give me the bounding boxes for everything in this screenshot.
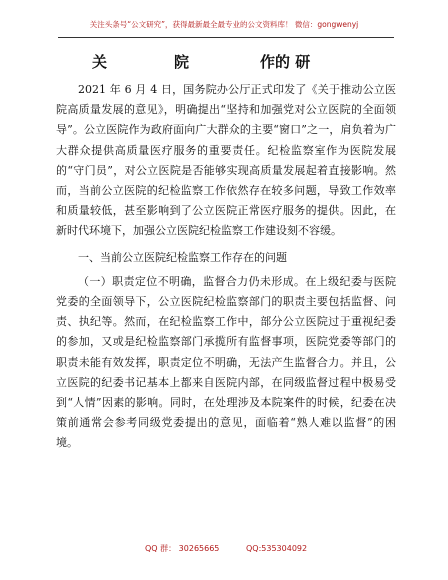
intro-paragraph: 2021 年 6 月 4 日，国务院办公厅正式印发了《关于推动公立医院高质量发展的意见》，明确提出“坚持和加强党对公立医院的全面领导”。公立医院作为政府面向广大群众的主要“窗口”之一，肩负着为广大群众提供高质量医疗服务的重要责任。纪检监察室作为医院发展的“守门员”，对公立医院是否能够实现高质量发展起着直接影响。然而，当前公立医院的纪检监察工作依然存在较多问题，导致工作效率和质量较低，甚至影响到了公立医院正常医疗服务的提供。因此，在新时代环境下，加强公立医院纪检监察工作建设刻不容缓。 <box>56 83 396 238</box>
title-part-1: 关 <box>92 53 108 71</box>
subsection-paragraph: （一）职责定位不明确，监督合力仍未形成。在上级纪委与医院党委的全面领导下，公立医院纪检监察部门的职责主要包括监督、问责、执纪等。然而，在纪检监察工作中，部分公立医院过于重视纪委的参加，又或是纪检监察部门承揽所有监督事项，医院党委等部门的职责未能有效发挥，职责定位不明确，无法产生监督合力。并且，公立医院的纪委书记基本上都来自医院内部，在同级监督过程中极易受到“人情”因素的影响。同时，在处理涉及本院案件的时候，纪委在决策前通常会参考同级党委提出的意见，面临着“熟人难以监督”的困境。 <box>56 274 396 450</box>
title-part-3: 作的 研 <box>260 53 311 71</box>
header-divider <box>58 37 394 38</box>
footer-qq-group: QQ 群： 30265665 <box>145 544 220 553</box>
document-title <box>56 50 392 74</box>
document-body <box>56 80 396 454</box>
header-banner: 关注头条号“公文研究”，获得最新最全最专业的公文资料库！ 微信：gongwenyj <box>89 20 359 29</box>
footer-qq-number: QQ:535304092 <box>246 544 308 553</box>
footer-contact <box>0 543 448 555</box>
section-heading: 一、当前公立医院纪检监察工作存在的问题 <box>78 250 287 264</box>
title-part-2: 院 <box>174 53 190 71</box>
